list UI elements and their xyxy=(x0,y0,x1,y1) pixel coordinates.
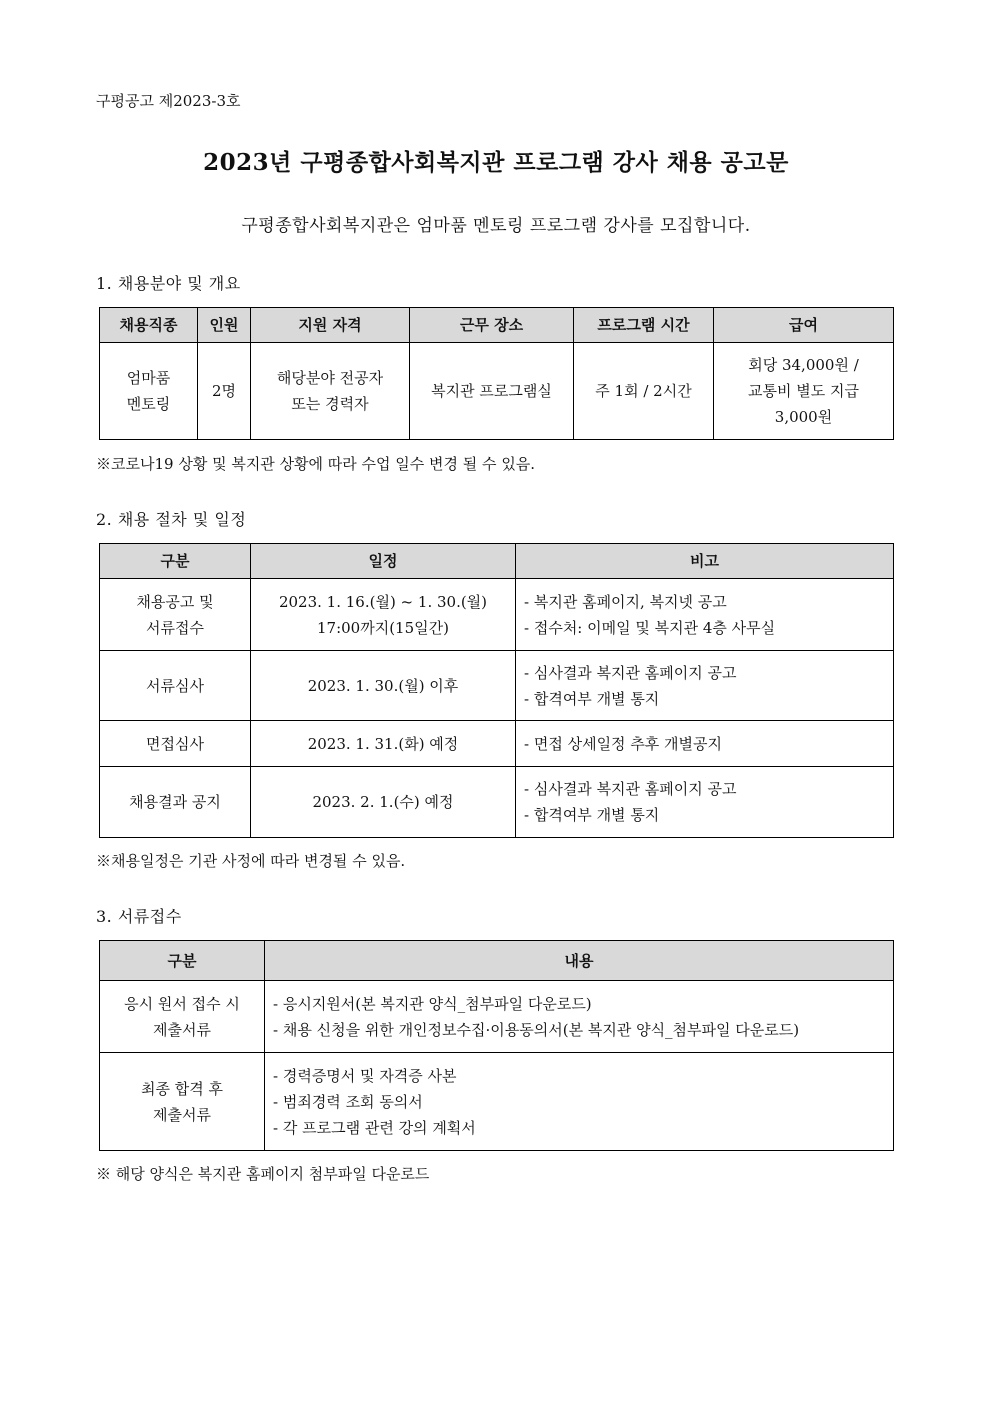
section2-note: ※채용일정은 기관 사정에 따라 변경될 수 있음. xyxy=(96,852,406,870)
category-cell: 면접심사 xyxy=(100,721,251,767)
header-place: 근무 장소 xyxy=(410,308,574,343)
table-header-row xyxy=(100,941,894,981)
qualification-cell: 해당분야 전공자 또는 경력자 xyxy=(251,343,410,440)
header-time: 프로그램 시간 xyxy=(574,308,714,343)
section3-note: ※ 해당 양식은 복지관 홈페이지 첨부파일 다운로드 xyxy=(96,1165,430,1183)
count-cell: 2명 xyxy=(198,343,251,440)
table-row xyxy=(100,721,894,767)
section2-heading: 2. 채용 절차 및 일정 xyxy=(96,510,247,529)
section1-note: ※코로나19 상황 및 복지관 상황에 따라 수업 일수 변경 될 수 있음. xyxy=(96,455,536,473)
intro-text: 구평종합사회복지관은 엄마품 멘토링 프로그램 강사를 모집합니다. xyxy=(241,216,751,236)
table-row xyxy=(100,343,894,440)
category-cell: 응시 원서 접수 시 제출서류 xyxy=(100,981,265,1053)
content-cell: - 경력증명서 및 자격증 사본 - 범죄경력 조회 동의서 - 각 프로그램 관련 강의 계획서 xyxy=(265,1053,894,1151)
table-row xyxy=(100,767,894,838)
schedule-cell: 2023. 1. 31.(화) 예정 xyxy=(251,721,516,767)
table-row xyxy=(100,981,894,1053)
time-cell: 주 1회 / 2시간 xyxy=(574,343,714,440)
header-remark: 비고 xyxy=(516,544,894,579)
documents-table xyxy=(99,940,894,1151)
place-cell: 복지관 프로그램실 xyxy=(410,343,574,440)
header-category: 구분 xyxy=(100,941,265,981)
table-header-row xyxy=(100,308,894,343)
schedule-cell: 2023. 1. 30.(월) 이후 xyxy=(251,651,516,721)
section3-heading: 3. 서류접수 xyxy=(96,907,182,926)
pay-cell: 회당 34,000원 / 교통비 별도 지급 3,000원 xyxy=(714,343,894,440)
table-row xyxy=(100,1053,894,1151)
remark-cell: - 복지관 홈페이지, 복지넷 공고 - 접수처: 이메일 및 복지관 4층 사무실 xyxy=(516,579,894,651)
header-category: 구분 xyxy=(100,544,251,579)
category-cell: 서류심사 xyxy=(100,651,251,721)
job-cell: 엄마품 멘토링 xyxy=(100,343,198,440)
header-job: 채용직종 xyxy=(100,308,198,343)
notice-number: 구평공고 제2023-3호 xyxy=(96,92,241,110)
recruitment-overview-table xyxy=(99,307,894,440)
content-cell: - 응시지원서(본 복지관 양식_첨부파일 다운로드) - 채용 신청을 위한 개인정보수집·이용동의서(본 복지관 양식_첨부파일 다운로드) xyxy=(265,981,894,1053)
schedule-table xyxy=(99,543,894,838)
table-row xyxy=(100,579,894,651)
page-title: 2023년 구평종합사회복지관 프로그램 강사 채용 공고문 xyxy=(203,149,789,176)
remark-cell: - 심사결과 복지관 홈페이지 공고 - 합격여부 개별 통지 xyxy=(516,767,894,838)
table-row xyxy=(100,651,894,721)
header-qualification: 지원 자격 xyxy=(251,308,410,343)
section1-heading: 1. 채용분야 및 개요 xyxy=(96,274,241,293)
category-cell: 채용결과 공지 xyxy=(100,767,251,838)
header-schedule: 일정 xyxy=(251,544,516,579)
schedule-cell: 2023. 2. 1.(수) 예정 xyxy=(251,767,516,838)
category-cell: 채용공고 및 서류접수 xyxy=(100,579,251,651)
header-pay: 급여 xyxy=(714,308,894,343)
header-count: 인원 xyxy=(198,308,251,343)
remark-cell: - 심사결과 복지관 홈페이지 공고 - 합격여부 개별 통지 xyxy=(516,651,894,721)
header-content: 내용 xyxy=(265,941,894,981)
schedule-cell: 2023. 1. 16.(월) ~ 1. 30.(월) 17:00까지(15일간) xyxy=(251,579,516,651)
category-cell: 최종 합격 후 제출서류 xyxy=(100,1053,265,1151)
table-header-row xyxy=(100,544,894,579)
remark-cell: - 면접 상세일정 추후 개별공지 xyxy=(516,721,894,767)
